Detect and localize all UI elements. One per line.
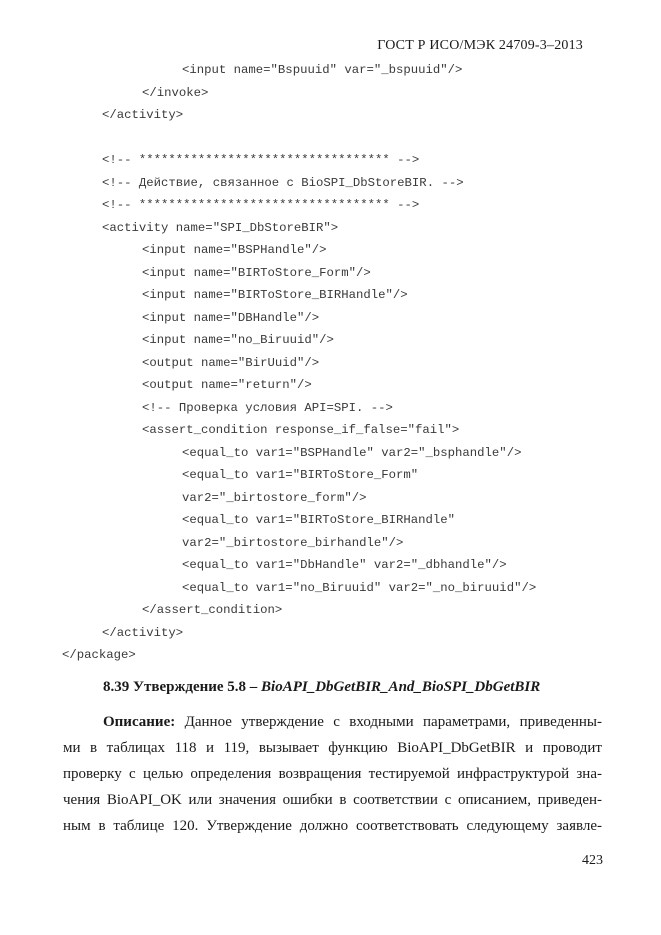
section-heading — [103, 679, 540, 696]
description-lead: Описание: — [103, 714, 176, 730]
code-line: </activity> — [102, 625, 184, 640]
description-first-line: Данное утверждение с входными параметрами, приведенны- — [175, 714, 602, 730]
code-line: <output name="BirUuid"/> — [142, 355, 320, 370]
code-line: <input name="BSPHandle"/> — [142, 243, 327, 257]
code-line: <assert_condition response_if_false="fail"> — [142, 423, 460, 437]
code-line: <output name="return"/> — [142, 378, 312, 392]
code-line: </assert_condition> — [142, 603, 283, 617]
code-line: <input name="Bspuuid" var="_bspuuid"/> — [182, 63, 463, 77]
code-line: var2="_birtostore_birhandle"/> — [182, 535, 404, 550]
code-line: <equal_to var1="BSPHandle" var2="_bsphandle"/> — [182, 445, 522, 460]
code-line: <!-- ********************************** --> — [102, 198, 420, 212]
paragraph-line: чения BioAPI_OK или значения ошибки в соответствии с описанием, приведен- — [63, 792, 602, 808]
code-line: <equal_to var1="BIRToStore_Form" — [182, 468, 419, 482]
code-line: </activity> — [102, 108, 184, 122]
code-line: <!-- Действие, связанное с BioSPI_DbStoreBIR. --> — [102, 175, 464, 190]
code-line: <equal_to var1="BIRToStore_BIRHandle" — [182, 513, 456, 527]
code-line: <!-- ********************************** --> — [102, 153, 420, 167]
code-line: <input name="BIRToStore_Form"/> — [142, 265, 371, 280]
code-line: <input name="no_Biruuid"/> — [142, 333, 334, 347]
paragraph-line: ми в таблицах 118 и 119, вызывает функцию BioAPI_DbGetBIR и проводит — [63, 740, 602, 756]
description-paragraph — [63, 709, 602, 839]
code-line — [62, 127, 622, 150]
code-line: </invoke> — [142, 85, 209, 100]
code-line: <equal_to var1="no_Biruuid" var2="_no_biruuid"/> — [182, 580, 537, 595]
code-line: <!-- Проверка условия API=SPI. --> — [142, 400, 393, 415]
code-line: <equal_to var1="DbHandle" var2="_dbhandle"/> — [182, 558, 507, 572]
document-header: ГОСТ Р ИСО/МЭК 24709-3–2013 — [377, 38, 583, 53]
page-number: 423 — [582, 853, 603, 868]
code-line: </package> — [62, 648, 136, 662]
code-line: var2="_birtostore_form"/> — [182, 490, 367, 505]
code-line: <input name="BIRToStore_BIRHandle"/> — [142, 288, 408, 302]
section-heading-prefix: 8.39 Утверждение 5.8 – — [103, 679, 262, 695]
xml-code-listing — [62, 59, 622, 667]
paragraph-line: проверку с целью определения возвращения тестируемой инфраструктурой зна- — [63, 766, 602, 782]
paragraph-line — [63, 709, 602, 735]
paragraph-line: ным в таблице 120. Утверждение должно соответствовать следующему заявле- — [63, 818, 602, 834]
section-heading-title: BioAPI_DbGetBIR_And_BioSPI_DbGetBIR — [261, 679, 541, 695]
code-line: <activity name="SPI_DbStoreBIR"> — [102, 220, 339, 235]
code-line: <input name="DBHandle"/> — [142, 310, 320, 325]
